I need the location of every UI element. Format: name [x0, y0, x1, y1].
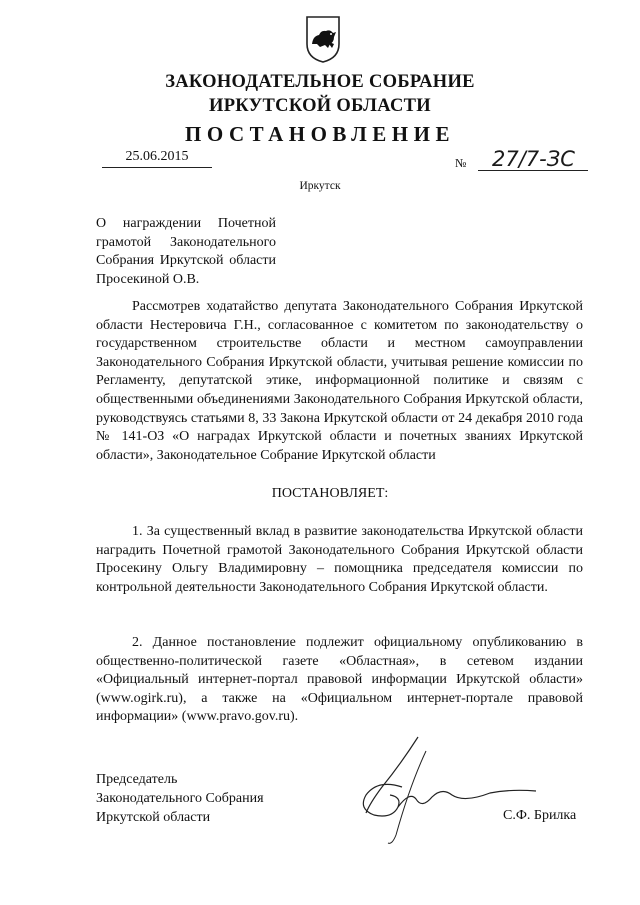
signatory-title-line2: Законодательного Собрания [96, 791, 264, 806]
preamble-paragraph: Рассмотрев ходатайство депутата Законодательного Собрания Иркутской области Нестеровича Г.Н., согласованное с комитетом по законодательству о государственном строительстве области и местном самоуправлении Законодательного Собрания Иркутской области, учитывая решение комиссии по Регламенту, депутатской этике, информационной политике и связям с общественными объединениями Законодательного Собрания Иркутской области, руководствуясь статьями 8, 33 Закона Иркутской области от 24 декабря 2010 года № 141-ОЗ «О наградах Иркутской области и почетных званиях Иркутской области», Законодательное Собрание Иркутской области [96, 299, 583, 463]
document-number: 27/7-ЗС [478, 148, 588, 171]
handwritten-signature [340, 735, 540, 845]
signatory-name: С.Ф. Брилка [503, 808, 577, 823]
signatory-title-line1: Председатель [96, 772, 178, 787]
resolves-heading: ПОСТАНОВЛЯЕТ: [271, 486, 389, 501]
coat-of-arms-icon [303, 14, 343, 64]
organization-name-line2: ИРКУТСКОЙ ОБЛАСТИ [209, 96, 431, 116]
resolution-item-2: 2. Данное постановление подлежит официальному опубликованию в общественно-политической газете «Областная», в сетевом издании «Официальный интернет-портал правовой информации Иркутской области» (www.ogirk.ru), а также на «Официальном интернет-портале правовой информации» (www.pravo.gov.ru). [96, 635, 583, 725]
document-date: 25.06.2015 [102, 149, 212, 168]
document-type-title: ПОСТАНОВЛЕНИЕ [185, 122, 455, 146]
city-name: Иркутск [299, 180, 341, 192]
resolution-item-1: 1. За существенный вклад в развитие законодательства Иркутской области наградить Почетной грамотой Законодательного Собрания Иркутской области Просекину Ольгу Владимировну – помощника председателя комиссии по контрольной деятельности Законодательного Собрания Иркутской области. [96, 524, 583, 595]
signatory-title-line3: Иркутской области [96, 810, 211, 825]
number-sign: № [455, 156, 467, 170]
organization-name-line1: ЗАКОНОДАТЕЛЬНОЕ СОБРАНИЕ [165, 72, 475, 92]
signatory-title [96, 770, 264, 827]
document-subject: О награждении Почетной грамотой Законодательного Собрания Иркутской области Просекиной О.В. [96, 216, 276, 287]
